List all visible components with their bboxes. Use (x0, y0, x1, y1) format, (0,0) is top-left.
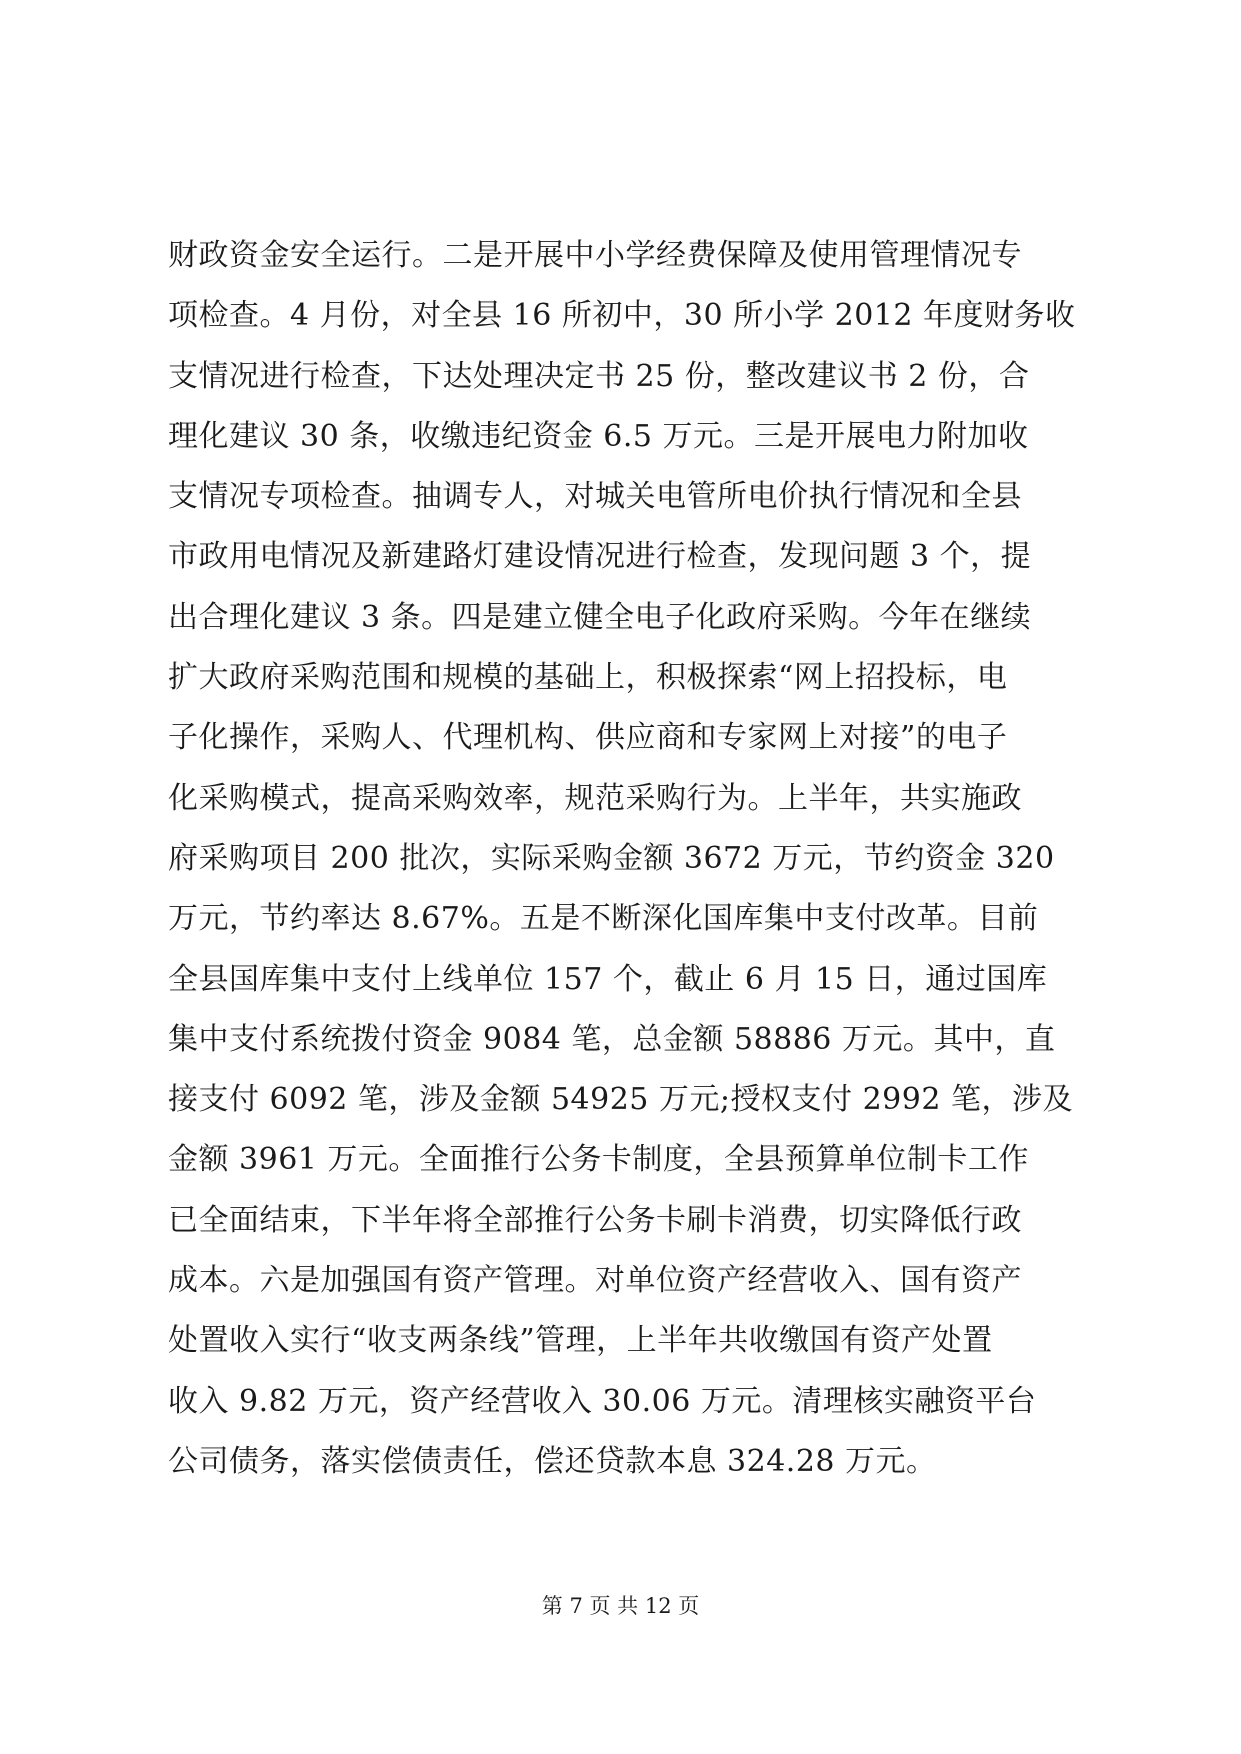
text-line: 公司债务，落实偿债责任，偿还贷款本息 324.28 万元。 (168, 1443, 937, 1479)
text-line: 收入 9.82 万元，资产经营收入 30.06 万元。清理核实融资平台 (168, 1383, 1037, 1419)
text-line: 支情况进行检查，下达处理决定书 25 份，整改建议书 2 份，合 (168, 358, 1030, 394)
body-text (168, 226, 1088, 1492)
text-line: 成本。六是加强国有资产管理。对单位资产经营收入、国有资产 (168, 1263, 1022, 1299)
text-line: 子化操作，采购人、代理机构、供应商和专家网上对接”的电子 (168, 720, 1008, 756)
text-line: 府采购项目 200 批次，实际采购金额 3672 万元，节约资金 320 (168, 840, 1055, 876)
text-line: 支情况专项检查。抽调专人，对城关电管所电价执行情况和全县 (168, 479, 1022, 515)
text-line: 集中支付系统拨付资金 9084 笔，总金额 58886 万元。其中，直 (168, 1021, 1056, 1057)
text-line: 金额 3961 万元。全面推行公务卡制度，全县预算单位制卡工作 (168, 1142, 1029, 1178)
text-line: 出合理化建议 3 条。四是建立健全电子化政府采购。今年在继续 (168, 599, 1032, 635)
text-line: 财政资金安全运行。二是开展中小学经费保障及使用管理情况专 (168, 238, 1022, 273)
text-line: 处置收入实行“收支两条线”管理，上半年共收缴国有资产处置 (168, 1323, 993, 1359)
text-line: 化采购模式，提高采购效率，规范采购行为。上半年，共实施政 (168, 780, 1022, 816)
text-line: 扩大政府采购范围和规模的基础上，积极探索“网上招投标，电 (168, 660, 1008, 696)
text-line: 全县国库集中支付上线单位 157 个，截止 6 月 15 日，通过国库 (168, 961, 1048, 997)
text-line: 理化建议 30 条，收缴违纪资金 6.5 万元。三是开展电力附加收 (168, 418, 1029, 454)
text-line: 接支付 6092 笔，涉及金额 54925 万元;授权支付 2992 笔，涉及 (168, 1082, 1073, 1118)
text-line: 万元，节约率达 8.67%。五是不断深化国库集中支付改革。目前 (168, 901, 1039, 937)
text-line: 已全面结束，下半年将全部推行公务卡刷卡消费，切实降低行政 (168, 1202, 1022, 1238)
text-line: 项检查。4 月份，对全县 16 所初中，30 所小学 2012 年度财务收 (168, 298, 1076, 334)
text-line: 市政用电情况及新建路灯建设情况进行检查，发现问题 3 个，提 (168, 539, 1032, 575)
page-number-footer: 第 7 页 共 12 页 (541, 1594, 700, 1618)
